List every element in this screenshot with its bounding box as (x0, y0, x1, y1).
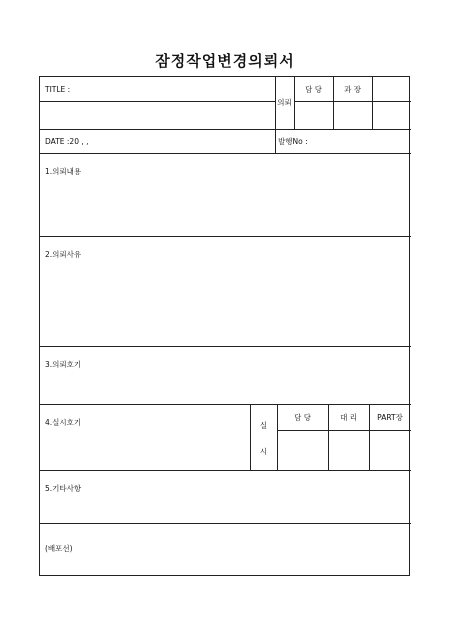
divider (40, 153, 411, 154)
divider (40, 346, 411, 347)
section-other: 5.기타사항 (45, 484, 82, 493)
divider (40, 129, 411, 130)
divider (294, 101, 411, 102)
approval-header-section-chief: 과 장 (344, 85, 361, 94)
section-implement-lot: 4.실시호기 (45, 418, 82, 427)
section-request-lot: 3.의뢰호기 (45, 360, 82, 369)
divider (372, 77, 373, 129)
section-request-reason: 2.의뢰사유 (45, 250, 82, 259)
divider (40, 470, 411, 471)
section-request-content: 1.의뢰내용 (45, 167, 82, 176)
implement-header-part-leader: PART장 (377, 413, 403, 422)
divider (40, 101, 275, 102)
implement-side-label-2: 시 (259, 447, 268, 456)
divider (40, 523, 411, 524)
approval-header-manager: 담 당 (305, 85, 322, 94)
divider (277, 430, 411, 431)
divider (333, 77, 334, 129)
divider (275, 77, 276, 153)
divider (294, 77, 295, 129)
approval-side-label: 의뢰 (277, 98, 292, 107)
divider (40, 236, 411, 237)
implement-side-label-1: 실 (259, 421, 268, 430)
request-form (39, 76, 410, 576)
title-field-label: TITLE : (45, 85, 71, 94)
issue-no-label: 발행No : (278, 137, 308, 146)
implement-header-assistant: 대 리 (340, 413, 357, 422)
date-field-label: DATE :20 , , (45, 137, 89, 146)
document-title: 잠정작업변경의뢰서 (155, 52, 295, 70)
section-distribution: (배포선) (45, 544, 73, 553)
divider (40, 404, 411, 405)
divider (250, 404, 251, 470)
implement-header-manager: 담 당 (294, 413, 311, 422)
